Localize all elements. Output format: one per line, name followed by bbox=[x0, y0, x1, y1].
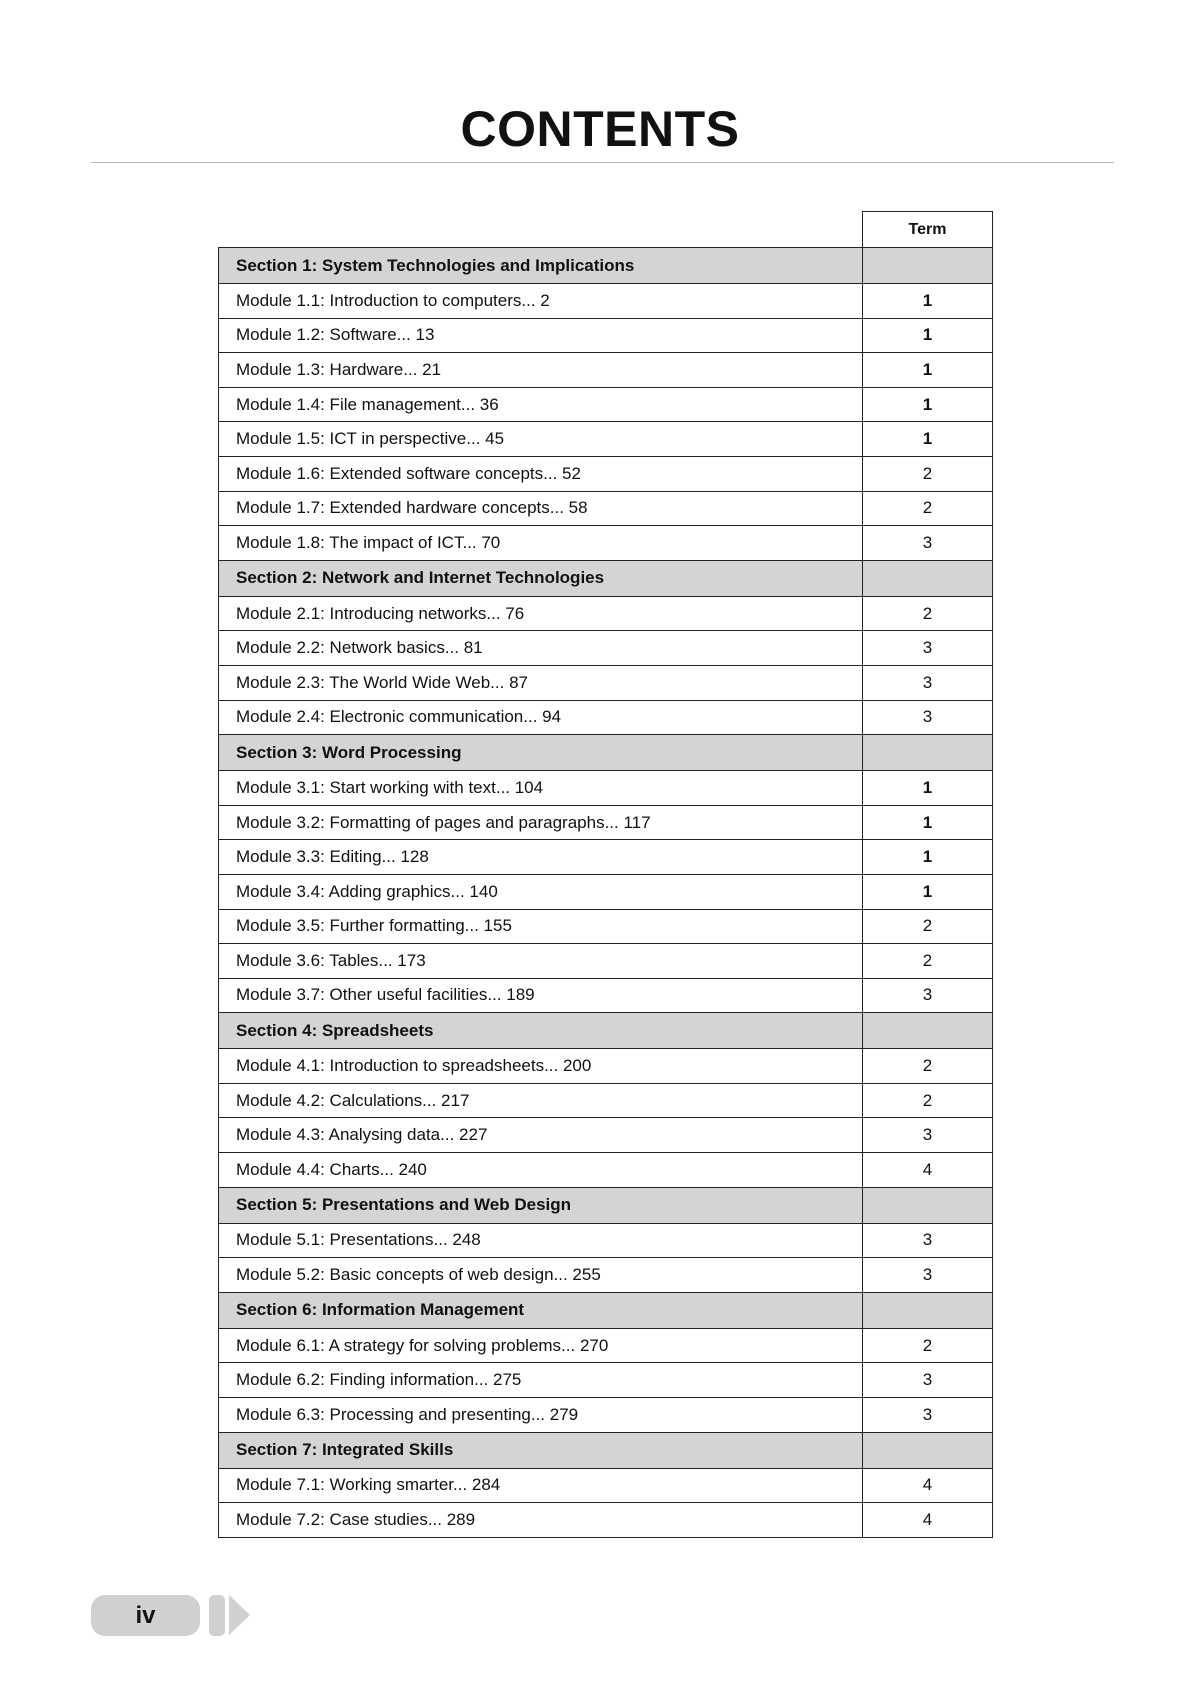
module-term: 3 bbox=[863, 526, 993, 561]
section-title: Section 6: Information Management bbox=[219, 1292, 863, 1328]
module-term: 1 bbox=[863, 318, 993, 353]
section-title: Section 5: Presentations and Web Design bbox=[219, 1187, 863, 1223]
next-arrow-icon bbox=[229, 1595, 250, 1635]
module-row bbox=[219, 771, 993, 806]
module-term: 3 bbox=[863, 1223, 993, 1258]
section-title: Section 2: Network and Internet Technologies bbox=[219, 560, 863, 596]
section-term-cell bbox=[863, 1432, 993, 1468]
module-row bbox=[219, 1223, 993, 1258]
module-term: 3 bbox=[863, 1363, 993, 1398]
contents-table-body bbox=[219, 212, 993, 1538]
section-title: Section 1: System Technologies and Implications bbox=[219, 248, 863, 284]
module-title: Module 1.3: Hardware... 21 bbox=[219, 353, 863, 388]
module-term: 2 bbox=[863, 491, 993, 526]
section-title: Section 7: Integrated Skills bbox=[219, 1432, 863, 1468]
module-title: Module 2.1: Introducing networks... 76 bbox=[219, 596, 863, 631]
module-title: Module 3.7: Other useful facilities... 189 bbox=[219, 978, 863, 1013]
module-row bbox=[219, 284, 993, 319]
module-term: 2 bbox=[863, 596, 993, 631]
module-row bbox=[219, 387, 993, 422]
module-term: 4 bbox=[863, 1153, 993, 1188]
module-term: 1 bbox=[863, 805, 993, 840]
module-title: Module 6.3: Processing and presenting... 279 bbox=[219, 1398, 863, 1433]
section-term-cell bbox=[863, 1187, 993, 1223]
section-term-cell bbox=[863, 735, 993, 771]
module-title: Module 1.1: Introduction to computers... 2 bbox=[219, 284, 863, 319]
section-term-cell bbox=[863, 1292, 993, 1328]
page-number-tab bbox=[91, 1595, 200, 1636]
module-row bbox=[219, 456, 993, 491]
module-term: 1 bbox=[863, 840, 993, 875]
header-blank-cell bbox=[219, 212, 863, 248]
page-number: iv bbox=[135, 1601, 156, 1629]
module-term: 3 bbox=[863, 631, 993, 666]
module-term: 2 bbox=[863, 456, 993, 491]
module-row bbox=[219, 909, 993, 944]
module-term: 1 bbox=[863, 353, 993, 388]
module-term: 3 bbox=[863, 700, 993, 735]
module-term: 4 bbox=[863, 1468, 993, 1503]
contents-table bbox=[218, 211, 993, 1538]
module-title: Module 3.5: Further formatting... 155 bbox=[219, 909, 863, 944]
module-row bbox=[219, 353, 993, 388]
module-row bbox=[219, 318, 993, 353]
module-row bbox=[219, 1118, 993, 1153]
module-term: 2 bbox=[863, 944, 993, 979]
module-term: 2 bbox=[863, 1049, 993, 1084]
module-row bbox=[219, 631, 993, 666]
module-term: 1 bbox=[863, 284, 993, 319]
module-row bbox=[219, 700, 993, 735]
module-row bbox=[219, 874, 993, 909]
term-column-header: Term bbox=[863, 212, 993, 248]
module-row bbox=[219, 526, 993, 561]
module-row bbox=[219, 1258, 993, 1293]
module-term: 3 bbox=[863, 1258, 993, 1293]
module-term: 2 bbox=[863, 1328, 993, 1363]
module-term: 1 bbox=[863, 874, 993, 909]
module-term: 2 bbox=[863, 909, 993, 944]
module-term: 2 bbox=[863, 1083, 993, 1118]
module-title: Module 6.1: A strategy for solving problems... 270 bbox=[219, 1328, 863, 1363]
section-term-cell bbox=[863, 1013, 993, 1049]
module-title: Module 3.3: Editing... 128 bbox=[219, 840, 863, 875]
table-header-row bbox=[219, 212, 993, 248]
section-title: Section 4: Spreadsheets bbox=[219, 1013, 863, 1049]
module-term: 3 bbox=[863, 1118, 993, 1153]
module-term: 1 bbox=[863, 771, 993, 806]
section-row bbox=[219, 1013, 993, 1049]
module-row bbox=[219, 840, 993, 875]
module-row bbox=[219, 1468, 993, 1503]
module-row bbox=[219, 978, 993, 1013]
module-title: Module 1.5: ICT in perspective... 45 bbox=[219, 422, 863, 457]
module-row bbox=[219, 944, 993, 979]
module-title: Module 4.1: Introduction to spreadsheets... 200 bbox=[219, 1049, 863, 1084]
module-title: Module 5.1: Presentations... 248 bbox=[219, 1223, 863, 1258]
module-row bbox=[219, 422, 993, 457]
module-title: Module 4.3: Analysing data... 227 bbox=[219, 1118, 863, 1153]
module-term: 3 bbox=[863, 1398, 993, 1433]
module-row bbox=[219, 665, 993, 700]
module-title: Module 1.6: Extended software concepts... 52 bbox=[219, 456, 863, 491]
module-term: 3 bbox=[863, 665, 993, 700]
module-row bbox=[219, 805, 993, 840]
module-title: Module 4.2: Calculations... 217 bbox=[219, 1083, 863, 1118]
module-title: Module 3.6: Tables... 173 bbox=[219, 944, 863, 979]
module-title: Module 1.7: Extended hardware concepts... 58 bbox=[219, 491, 863, 526]
section-row bbox=[219, 1187, 993, 1223]
module-title: Module 3.1: Start working with text... 104 bbox=[219, 771, 863, 806]
module-title: Module 7.2: Case studies... 289 bbox=[219, 1503, 863, 1538]
module-row bbox=[219, 1049, 993, 1084]
module-title: Module 1.8: The impact of ICT... 70 bbox=[219, 526, 863, 561]
module-row bbox=[219, 1398, 993, 1433]
module-row bbox=[219, 1083, 993, 1118]
module-title: Module 1.4: File management... 36 bbox=[219, 387, 863, 422]
module-term: 4 bbox=[863, 1503, 993, 1538]
title-divider bbox=[91, 162, 1114, 163]
page-title: CONTENTS bbox=[460, 101, 740, 157]
module-title: Module 2.4: Electronic communication... 94 bbox=[219, 700, 863, 735]
section-term-cell bbox=[863, 560, 993, 596]
module-row bbox=[219, 1153, 993, 1188]
module-term: 1 bbox=[863, 387, 993, 422]
module-title: Module 6.2: Finding information... 275 bbox=[219, 1363, 863, 1398]
footer-bar-decoration bbox=[209, 1595, 225, 1636]
section-row bbox=[219, 1432, 993, 1468]
section-row bbox=[219, 560, 993, 596]
module-row bbox=[219, 596, 993, 631]
section-row bbox=[219, 735, 993, 771]
module-title: Module 3.2: Formatting of pages and paragraphs... 117 bbox=[219, 805, 863, 840]
module-row bbox=[219, 1503, 993, 1538]
module-title: Module 3.4: Adding graphics... 140 bbox=[219, 874, 863, 909]
module-term: 1 bbox=[863, 422, 993, 457]
module-title: Module 2.3: The World Wide Web... 87 bbox=[219, 665, 863, 700]
module-title: Module 2.2: Network basics... 81 bbox=[219, 631, 863, 666]
module-title: Module 1.2: Software... 13 bbox=[219, 318, 863, 353]
module-row bbox=[219, 1363, 993, 1398]
module-row bbox=[219, 1328, 993, 1363]
section-title: Section 3: Word Processing bbox=[219, 735, 863, 771]
module-title: Module 7.1: Working smarter... 284 bbox=[219, 1468, 863, 1503]
module-title: Module 4.4: Charts... 240 bbox=[219, 1153, 863, 1188]
section-term-cell bbox=[863, 248, 993, 284]
module-term: 3 bbox=[863, 978, 993, 1013]
section-row bbox=[219, 248, 993, 284]
section-row bbox=[219, 1292, 993, 1328]
module-title: Module 5.2: Basic concepts of web design... 255 bbox=[219, 1258, 863, 1293]
module-row bbox=[219, 491, 993, 526]
